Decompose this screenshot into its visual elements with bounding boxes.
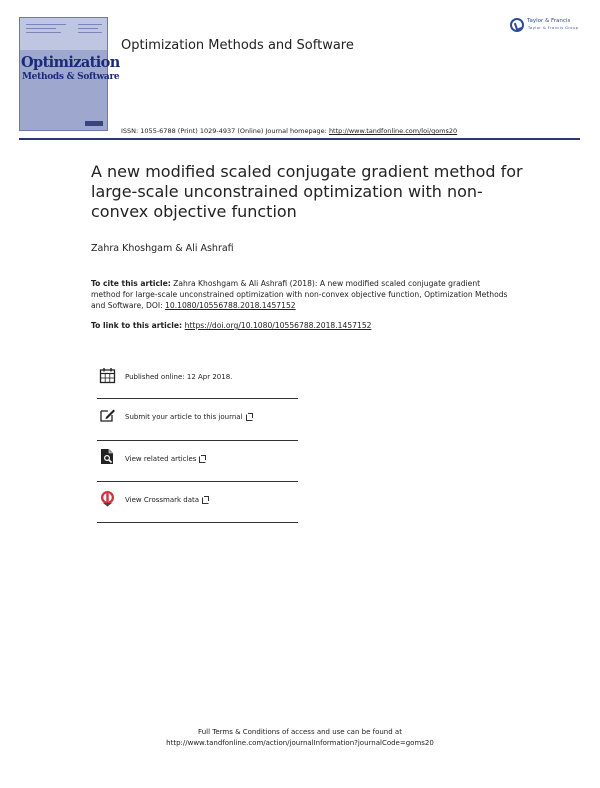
footer-terms-text: Full Terms & Conditions of access and use can be found at <box>198 728 402 736</box>
link-label: To link to this article: <box>91 321 185 330</box>
article-title: A new modified scaled conjugate gradient method for large-scale unconstrained optimization with non-convex objective function <box>91 162 523 221</box>
pencil-edit-icon <box>99 406 116 423</box>
citation-block <box>91 278 511 311</box>
cover-publisher-mark <box>85 121 103 126</box>
view-crossmark-link[interactable] <box>125 496 209 504</box>
external-link-icon <box>199 455 206 462</box>
issn-text: ISSN: 1055-6788 (Print) 1029-4937 (Online) Journal homepage: <box>121 127 329 135</box>
row-divider <box>97 440 298 441</box>
publisher-logo-icon <box>510 18 524 32</box>
document-search-icon <box>99 448 116 465</box>
cite-text: Zahra Khoshgam & Ali Ashrafi (2018): A new modified scaled conjugate gradient method for large-scale unconstrained optimization with non-convex objective function, Optimization Methods and Software, DOI: <box>91 279 508 310</box>
issn-line <box>121 127 457 135</box>
row-divider <box>97 522 298 523</box>
crossmark-label: View Crossmark data <box>125 496 200 504</box>
submit-article-link[interactable] <box>125 413 253 421</box>
publisher-tagline: Taylor & Francis Group <box>528 26 579 30</box>
external-link-icon <box>202 496 209 503</box>
article-doi-url[interactable]: https://doi.org/10.1080/10556788.2018.1457152 <box>184 321 372 330</box>
doi-link[interactable]: 10.1080/10556788.2018.1457152 <box>165 301 296 310</box>
journal-homepage-link[interactable]: http://www.tandfonline.com/loi/goms20 <box>328 127 458 135</box>
cover-title-line1: Optimization <box>21 54 120 71</box>
row-divider <box>97 398 298 399</box>
cite-label: To cite this article: <box>91 279 171 288</box>
publisher-logo <box>510 17 584 37</box>
calendar-icon <box>99 367 116 384</box>
row-divider <box>97 481 298 482</box>
publisher-brand: Taylor & Francis <box>527 18 571 24</box>
header-divider <box>19 138 580 140</box>
view-related-articles-link[interactable] <box>125 455 206 463</box>
footer-terms-url[interactable]: http://www.tandfonline.com/action/journalInformation?journalCode=goms20 <box>166 739 434 747</box>
submit-article-label: Submit your article to this journal <box>125 413 243 421</box>
journal-title: Optimization Methods and Software <box>121 38 354 53</box>
cover-title-line2: Methods & Software <box>22 72 120 82</box>
journal-cover-thumbnail <box>19 17 120 131</box>
article-authors: Zahra Khoshgam & Ali Ashrafi <box>91 243 234 254</box>
external-link-icon <box>246 413 253 420</box>
article-link-block <box>91 320 371 331</box>
crossmark-icon <box>99 490 116 507</box>
related-articles-label: View related articles <box>125 455 197 463</box>
published-online-text: Published online: 12 Apr 2018. <box>125 373 233 381</box>
